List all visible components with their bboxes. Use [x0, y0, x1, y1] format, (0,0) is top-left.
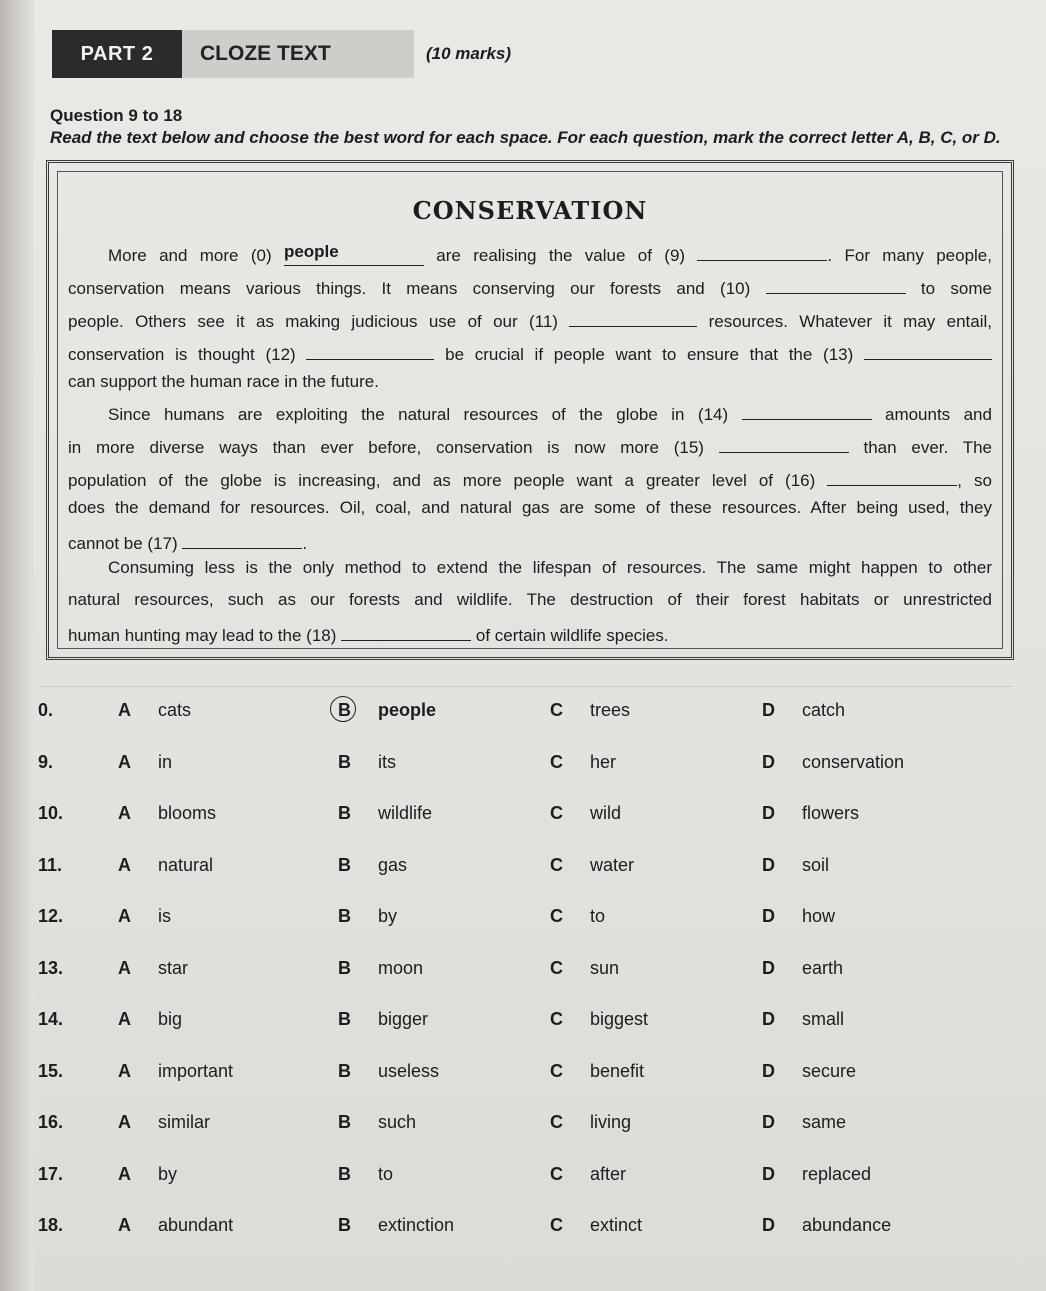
option-d[interactable]	[762, 1215, 891, 1236]
passage-text: .	[302, 534, 308, 553]
option-c[interactable]	[550, 855, 634, 876]
option-word: to	[590, 906, 606, 926]
option-word: important	[158, 1060, 234, 1081]
passage-text: Consuming less is the only method to extend the lifespan of resources. The same might happen to other	[108, 558, 992, 577]
option-a[interactable]	[118, 752, 172, 773]
option-letter	[762, 1061, 802, 1082]
option-letter	[762, 1164, 802, 1185]
option-letter-text: D	[762, 957, 775, 978]
passage-title: CONSERVATION	[412, 196, 648, 225]
option-word: biggest	[590, 1009, 649, 1029]
option-letter	[338, 855, 378, 876]
option-letter-text: B	[338, 1215, 351, 1235]
option-b[interactable]	[338, 906, 397, 927]
option-word: by	[158, 1163, 178, 1184]
passage-text: , so	[957, 471, 992, 490]
option-letter	[338, 700, 378, 721]
option-word: water	[590, 854, 635, 875]
option-letter-text: D	[762, 803, 775, 823]
option-a[interactable]	[118, 906, 171, 927]
option-letter	[118, 1215, 158, 1236]
question-row	[38, 1215, 1018, 1249]
option-word: replaced	[802, 1163, 872, 1184]
option-a[interactable]	[118, 803, 216, 824]
question-row	[38, 906, 1018, 940]
option-word: in	[158, 751, 173, 772]
option-letter-text: C	[550, 1163, 563, 1184]
question-number: 11.	[38, 854, 63, 875]
question-row	[38, 855, 1018, 889]
option-word: to	[378, 1163, 394, 1184]
option-letter-text: B	[338, 854, 351, 875]
option-c[interactable]	[550, 1009, 648, 1030]
passage-box	[46, 160, 1014, 660]
option-c[interactable]	[550, 906, 605, 927]
option-letter-text: A	[118, 803, 131, 823]
option-a[interactable]	[118, 1112, 210, 1133]
option-letter	[118, 906, 158, 927]
option-a[interactable]	[118, 1215, 233, 1236]
option-word: conservation	[802, 751, 905, 772]
option-d[interactable]	[762, 1009, 844, 1030]
option-letter	[762, 1112, 802, 1133]
passage-line-6	[108, 401, 992, 425]
passage-text: natural resources, such as our forests and wildlife. The destruction of their forest habitats or unrestricted	[68, 590, 992, 609]
option-word: big	[158, 1009, 183, 1029]
option-a[interactable]	[118, 855, 213, 876]
option-c[interactable]	[550, 958, 619, 979]
passage-text: More and more (0)	[108, 246, 272, 265]
option-word: moon	[378, 957, 424, 978]
passage-text: people. Others see it as making judicious use of our (11)	[68, 312, 558, 331]
option-c[interactable]	[550, 1112, 631, 1133]
option-letter	[550, 855, 590, 876]
option-letter-text: D	[762, 1009, 775, 1029]
option-letter	[338, 1112, 378, 1133]
blank-10	[766, 275, 906, 294]
option-letter	[550, 700, 590, 721]
option-d[interactable]	[762, 855, 829, 876]
option-word: after	[590, 1163, 627, 1184]
passage-text: conservation is thought (12)	[68, 345, 296, 364]
option-c[interactable]	[550, 1215, 642, 1236]
option-d[interactable]	[762, 1112, 846, 1133]
passage-inner-frame	[57, 171, 1003, 649]
option-word: trees	[590, 700, 631, 720]
option-d[interactable]	[762, 803, 859, 824]
option-letter	[762, 1215, 802, 1236]
passage-line-1	[108, 242, 992, 266]
option-letter	[338, 1061, 378, 1082]
passage-line-5	[68, 372, 992, 392]
option-letter	[762, 906, 802, 927]
passage-text: in more diverse ways than ever before, conservation is now more (15)	[68, 438, 704, 457]
option-word: sun	[590, 957, 620, 978]
passage-line-13	[68, 622, 992, 646]
option-letter-text: C	[550, 700, 563, 720]
option-word: soil	[802, 854, 830, 875]
passage-line-3	[68, 308, 992, 332]
option-letter-text: C	[550, 854, 563, 875]
passage-line-9	[68, 498, 992, 518]
option-d[interactable]	[762, 906, 835, 927]
option-letter-text: A	[118, 957, 131, 978]
option-word: blooms	[158, 803, 217, 823]
passage-text: Since humans are exploiting the natural resources of the globe in (14)	[108, 405, 729, 424]
passage-text: can support the human race in the future.	[68, 372, 379, 391]
option-c[interactable]	[550, 1061, 644, 1082]
section-title: CLOZE TEXT	[182, 30, 414, 78]
option-letter	[550, 1061, 590, 1082]
question-number: 12.	[38, 906, 64, 926]
blank-14	[742, 401, 872, 420]
option-word: flowers	[802, 803, 860, 823]
option-letter	[118, 1061, 158, 1082]
divider	[40, 686, 1012, 687]
option-letter-text: D	[762, 854, 775, 875]
option-letter-text: A	[118, 1112, 131, 1132]
option-letter-text: D	[762, 1215, 775, 1235]
passage-text: cannot be (17)	[68, 534, 178, 553]
option-word: extinction	[378, 1215, 455, 1235]
passage-text: than ever. The	[863, 438, 992, 457]
question-number: 0.	[38, 700, 54, 720]
option-b[interactable]	[338, 958, 423, 979]
passage-text: population of the globe is increasing, and as more people want a greater level of (16)	[68, 471, 816, 490]
option-letter	[762, 855, 802, 876]
passage-line-8	[68, 467, 992, 491]
option-letter	[338, 958, 378, 979]
question-row	[38, 752, 1018, 786]
passage-line-2	[68, 275, 992, 299]
option-a[interactable]	[118, 1009, 182, 1030]
blank-18	[341, 622, 471, 641]
option-letter	[550, 1112, 590, 1133]
option-letter-text: A	[118, 1009, 131, 1029]
option-letter-text: B	[338, 1060, 351, 1081]
option-letter	[118, 958, 158, 979]
blank-9	[697, 242, 827, 261]
option-word: natural	[158, 854, 214, 875]
option-c[interactable]	[550, 752, 616, 773]
blank-11	[569, 308, 697, 327]
option-word: small	[802, 1009, 845, 1029]
marks-label: (10 marks)	[426, 44, 512, 63]
option-word: cats	[158, 700, 192, 720]
option-letter	[550, 1009, 590, 1030]
question-range: Question 9 to 18	[50, 106, 183, 125]
question-number: 13.	[38, 957, 64, 978]
option-letter	[118, 1009, 158, 1030]
option-letter-text: A	[118, 906, 131, 926]
option-b[interactable]	[338, 1215, 454, 1236]
option-b[interactable]	[338, 803, 432, 824]
option-word: benefit	[590, 1060, 645, 1081]
option-letter-text: A	[118, 1060, 131, 1081]
passage-text: of certain wildlife species.	[475, 626, 669, 645]
question-row	[38, 803, 1018, 837]
passage-text: are realising the value of (9)	[436, 246, 686, 265]
option-d[interactable]	[762, 752, 904, 773]
question-row	[38, 958, 1018, 992]
option-word: same	[802, 1112, 847, 1132]
option-letter-text: B	[338, 803, 351, 823]
option-letter	[762, 1009, 802, 1030]
option-word: by	[378, 906, 398, 926]
option-b[interactable]	[338, 1009, 428, 1030]
option-letter-text: C	[550, 1215, 563, 1235]
blank-13	[864, 341, 992, 360]
option-d[interactable]	[762, 1164, 871, 1185]
option-letter-text: D	[762, 906, 775, 926]
question-row	[38, 1061, 1018, 1095]
option-letter-text: D	[762, 1112, 775, 1132]
option-letter-text: B	[338, 751, 351, 772]
blank-12	[306, 341, 434, 360]
option-letter-text: B	[338, 700, 351, 720]
passage-line-10	[68, 530, 992, 554]
option-word: similar	[158, 1112, 210, 1132]
selected-circle-icon	[330, 696, 356, 722]
question-row	[38, 1009, 1018, 1043]
option-letter-text: B	[338, 1163, 351, 1184]
option-letter	[118, 700, 158, 721]
option-word: people	[378, 700, 437, 720]
option-word: secure	[802, 1060, 857, 1081]
option-letter	[550, 1164, 590, 1185]
option-letter-text: C	[550, 957, 563, 978]
option-d[interactable]	[762, 958, 843, 979]
option-letter-text: A	[118, 854, 131, 875]
option-word: earth	[802, 957, 844, 978]
passage-text: resources. Whatever it may entail,	[708, 312, 992, 331]
blank-16	[827, 467, 957, 486]
passage-text: conservation means various things. It means conserving our forests and (10)	[68, 279, 751, 298]
question-number: 16.	[38, 1112, 64, 1132]
option-letter	[762, 700, 802, 721]
option-word: wild	[590, 803, 622, 823]
option-word: such	[378, 1112, 417, 1132]
option-c[interactable]	[550, 803, 621, 824]
option-word: catch	[802, 700, 846, 720]
option-letter	[762, 958, 802, 979]
option-letter	[550, 803, 590, 824]
option-word: wildlife	[378, 803, 433, 823]
passage-line-12	[68, 590, 992, 610]
blank-0: people	[284, 243, 424, 266]
passage-text: to some	[920, 279, 992, 298]
option-letter	[118, 1164, 158, 1185]
question-number: 14.	[38, 1009, 64, 1029]
option-a[interactable]	[118, 700, 191, 721]
passage-text: does the demand for resources. Oil, coal, and natural gas are some of these resources. After being used, they	[68, 498, 992, 517]
option-letter	[118, 1112, 158, 1133]
option-d[interactable]	[762, 1061, 856, 1082]
option-c[interactable]	[550, 1164, 626, 1185]
blank-15	[719, 434, 849, 453]
option-word: is	[158, 906, 171, 926]
option-word: her	[590, 751, 617, 772]
option-letter-text: A	[118, 1163, 131, 1184]
option-b[interactable]	[338, 855, 407, 876]
option-a[interactable]	[118, 1164, 177, 1185]
option-letter-text: C	[550, 751, 563, 772]
option-letter	[338, 803, 378, 824]
option-word: abundant	[158, 1215, 234, 1235]
option-b[interactable]	[338, 752, 396, 773]
option-letter	[762, 803, 802, 824]
option-d[interactable]	[762, 700, 845, 721]
passage-line-11	[108, 558, 992, 578]
option-b[interactable]	[338, 1061, 439, 1082]
question-number: 9.	[38, 751, 54, 772]
passage-line-7	[68, 434, 992, 458]
option-letter-text: B	[338, 1009, 351, 1029]
question-number: 15.	[38, 1060, 64, 1081]
instructions: Read the text below and choose the best word for each space. For each question, mark the correct letter A, B, C, or D.	[50, 128, 1001, 147]
option-letter	[118, 855, 158, 876]
binding-edge	[0, 0, 34, 1291]
option-letter	[550, 958, 590, 979]
option-word: useless	[378, 1060, 440, 1081]
passage-text: . For many people,	[827, 246, 992, 265]
question-number: 17.	[38, 1163, 64, 1184]
section-header	[52, 30, 1012, 82]
question-row	[38, 1112, 1018, 1146]
option-letter-text: B	[338, 1112, 351, 1132]
option-letter	[338, 1215, 378, 1236]
option-letter-text: A	[118, 1215, 131, 1235]
question-number: 10.	[38, 803, 64, 823]
option-word: how	[802, 906, 836, 926]
option-word: gas	[378, 854, 408, 875]
option-letter-text: C	[550, 1060, 563, 1081]
option-letter-text: C	[550, 803, 563, 823]
option-letter-text: D	[762, 1060, 775, 1081]
option-letter-text: D	[762, 700, 775, 720]
option-word: its	[378, 751, 396, 772]
option-letter	[338, 906, 378, 927]
option-letter	[338, 752, 378, 773]
option-b[interactable]	[338, 1164, 393, 1185]
option-letter-text: C	[550, 1009, 563, 1029]
option-letter-text: A	[118, 700, 131, 720]
question-row	[38, 700, 1018, 734]
option-c[interactable]	[550, 700, 630, 721]
option-word: bigger	[378, 1009, 429, 1029]
option-letter	[338, 1009, 378, 1030]
question-number: 18.	[38, 1215, 64, 1235]
question-row	[38, 1164, 1018, 1198]
blank-17	[182, 530, 302, 549]
passage-text: human hunting may lead to the (18)	[68, 626, 337, 645]
option-letter-text: B	[338, 957, 351, 978]
option-a[interactable]	[118, 958, 188, 979]
option-word: living	[590, 1112, 632, 1132]
option-letter-text: D	[762, 1163, 775, 1184]
option-b[interactable]	[338, 700, 436, 721]
option-letter	[550, 906, 590, 927]
option-letter-text: A	[118, 751, 131, 772]
option-letter-text: C	[550, 906, 563, 926]
option-word: star	[158, 957, 189, 978]
option-letter	[762, 752, 802, 773]
option-word: extinct	[590, 1215, 643, 1235]
option-letter	[118, 752, 158, 773]
passage-text: amounts and	[884, 405, 992, 424]
passage-line-4	[68, 341, 992, 365]
option-letter-text: D	[762, 751, 775, 772]
option-letter-text: B	[338, 906, 351, 926]
option-letter-text: C	[550, 1112, 563, 1132]
option-letter	[338, 1164, 378, 1185]
option-letter	[550, 1215, 590, 1236]
option-word: abundance	[802, 1215, 892, 1235]
option-letter	[550, 752, 590, 773]
part-label: PART 2	[52, 30, 182, 78]
option-letter	[118, 803, 158, 824]
option-a[interactable]	[118, 1061, 233, 1082]
option-b[interactable]	[338, 1112, 416, 1133]
passage-text: be crucial if people want to ensure that the (13)	[445, 345, 854, 364]
